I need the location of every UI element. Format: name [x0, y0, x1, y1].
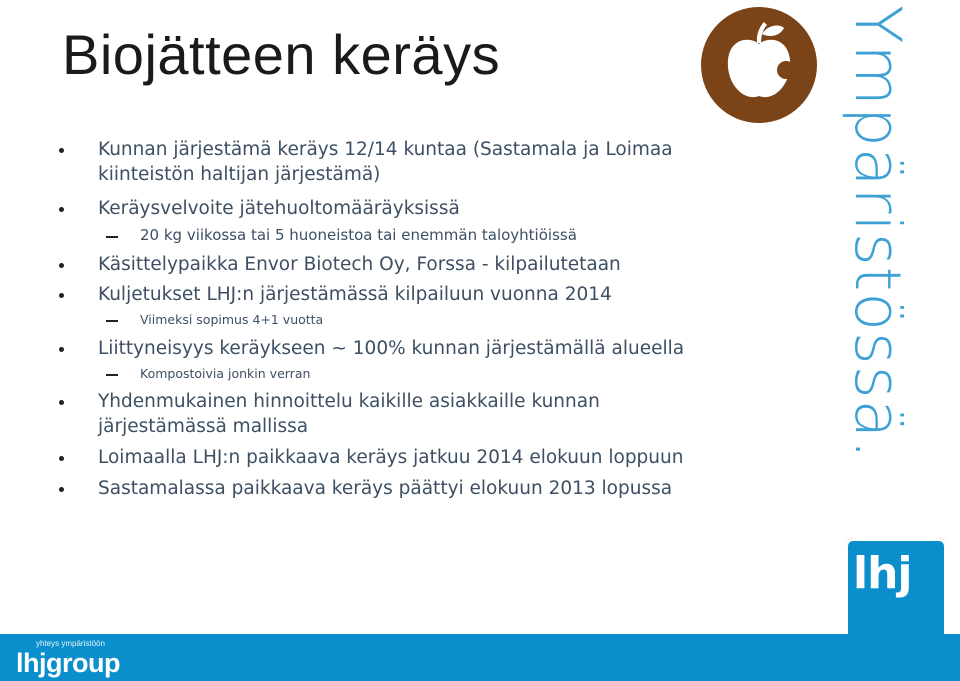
list-item-text: Loimaalla LHJ:n paikkaava keräys jatkuu 2014 elokuun loppuun — [98, 447, 684, 468]
list-item-text: Sastamalassa paikkaava keräys päättyi elokuun 2013 lopussa — [98, 478, 673, 499]
dash-marker — [106, 320, 118, 322]
bullet-marker — [59, 347, 64, 352]
list-item-text — [98, 389, 798, 439]
list-item-text: 20 kg viikossa tai 5 huoneistoa tai enemmän taloyhtiöissä — [140, 226, 577, 244]
list-item-text: Käsittelypaikka Envor Biotech Oy, Forssa - kilpailutetaan — [98, 254, 621, 275]
apple-icon — [700, 6, 818, 124]
bullet-marker — [59, 263, 64, 268]
list-item-text: Viimeksi sopimus 4+1 vuotta — [140, 312, 324, 327]
slide-title: Biojätteen keräys — [62, 23, 501, 86]
footer-tagline: yhteys ympäristöön — [36, 639, 105, 648]
dash-marker — [106, 236, 118, 238]
list-item-text: Keräysvelvoite jätehuoltomääräyksissä — [98, 198, 460, 219]
bullet-marker — [59, 456, 64, 461]
text-line: Kunnan järjestämä keräys 12/14 kuntaa (Sastamala ja Loimaa — [98, 139, 673, 160]
list-item-text: Liittyneisyys keräykseen ~ 100% kunnan järjestämällä alueella — [98, 338, 685, 359]
bullet-marker — [59, 400, 64, 405]
list-item-text: Kompostoivia jonkin verran — [140, 366, 311, 381]
vertical-slogan-area — [841, 5, 922, 525]
list-item-text — [98, 137, 798, 187]
vertical-slogan: Ympäristössä. — [841, 5, 914, 461]
text-line: kiinteistön haltijan järjestämä) — [98, 164, 381, 185]
list-item-text: Kuljetukset LHJ:n järjestämässä kilpailuun vuonna 2014 — [98, 284, 612, 305]
lhj-logo-mark: lhj — [853, 548, 912, 599]
text-line: järjestämässä mallissa — [98, 416, 309, 437]
bullet-marker — [59, 293, 64, 298]
dash-marker — [106, 374, 118, 376]
bullet-marker — [59, 207, 64, 212]
text-line: Yhdenmukainen hinnoittelu kaikille asiakkaille kunnan — [98, 391, 600, 412]
footer-band — [0, 634, 960, 681]
bullet-marker — [59, 148, 64, 153]
lhjgroup-logo: lhjgroup — [16, 648, 120, 678]
bullet-marker — [59, 487, 64, 492]
